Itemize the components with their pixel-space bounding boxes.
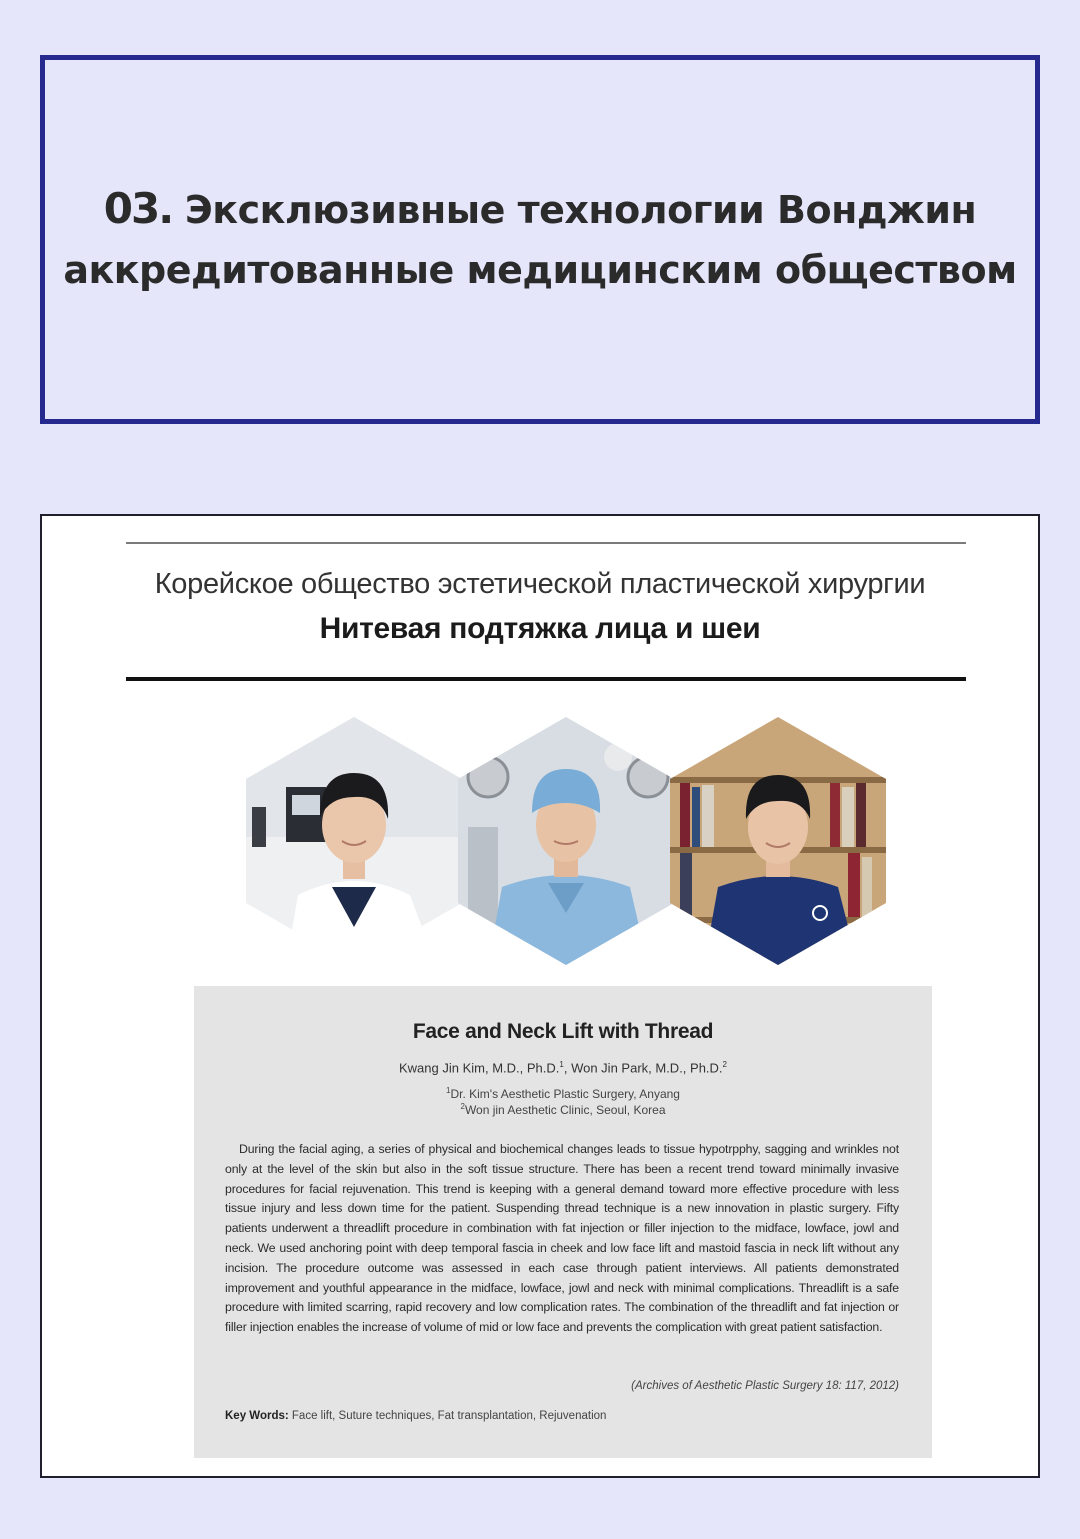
header-title-line-1 [104, 179, 976, 240]
affiliation-2 [194, 1102, 932, 1117]
keywords-label: Key Words: [225, 1410, 289, 1422]
header-title-line-2: аккредитованные медицинским обществом [63, 248, 1017, 292]
author-1: Kwang Jin Kim, M.D., Ph.D. [399, 1060, 560, 1076]
header-title-text-1: Эксклюзивные технологии Вонджин [184, 188, 977, 232]
author-1-sup: 1 [559, 1060, 564, 1069]
doctor-photo-row [246, 717, 886, 965]
author-separator: , [563, 1060, 572, 1076]
author-2: Won Jin Park, M.D., Ph.D. [571, 1060, 723, 1076]
affiliation-1-sup: 1 [446, 1086, 451, 1095]
affiliation-2-sup: 2 [460, 1102, 465, 1111]
document-frame [40, 514, 1040, 1478]
bottom-divider [126, 677, 966, 681]
keywords-text: Face lift, Suture techniques, Fat transplantation, Rejuvenation [288, 1410, 607, 1422]
paper-title: Face and Neck Lift with Thread [412, 1020, 714, 1043]
doctor-surgical-cap-photo [458, 717, 674, 965]
topic-title: Нитевая подтяжка лица и шеи [319, 612, 761, 645]
header-box [40, 55, 1040, 424]
paper-authors [194, 1060, 932, 1075]
keywords [225, 1410, 606, 1422]
paper-abstract-excerpt [194, 986, 932, 1458]
section-number: 03. [103, 184, 173, 233]
affiliation-1-text: Dr. Kim's Aesthetic Plastic Surgery, Anyang [450, 1087, 680, 1101]
society-name: Корейское общество эстетической пластической хирургии [154, 568, 926, 600]
citation: (Archives of Aesthetic Plastic Surgery 18: 117, 2012) [631, 1380, 899, 1392]
affiliation-1 [194, 1086, 932, 1101]
affiliation-2-text: Won jin Aesthetic Clinic, Seoul, Korea [464, 1103, 666, 1117]
top-divider [126, 542, 966, 544]
doctor-white-coat-photo [246, 717, 462, 965]
abstract-text: During the facial aging, a series of physical and biochemical changes leads to tissue hypotrpphy, sagging and wrinkles not only at the level of the skin but also in the soft tissue structure. There has been a recent trend toward minimally invasive procedures for facial rejuvenation. This trend is keeping with a general demand toward more effective procedure with less tissue injury and less down time for the patient. Suspending thread technique is a new innovation in plastic surgery. Fifty patients underwent a threadlift procedure in combination with fat injection or filler injection to the midface, lowface, jowl and neck. We used anchoring point with deep temporal fascia in cheek and low face lift and mastoid fascia in neck lift without any incision. The procedure outcome was assessed in each case through patient interviews. All patients demonstrated improvement and youthful appearance in the midface, lowface, jowl and neck with minimal complications. Threadlift is a safe procedure with limited scarring, rapid recovery and low complication rates. The combination of the threadlift and fat injection or filler injection enables the increase of volume of mid or low face and prevents the complication with great patient satisfaction. [225, 1142, 899, 1335]
author-2-sup: 2 [722, 1060, 727, 1069]
doctor-bookshelf-photo [670, 717, 886, 965]
